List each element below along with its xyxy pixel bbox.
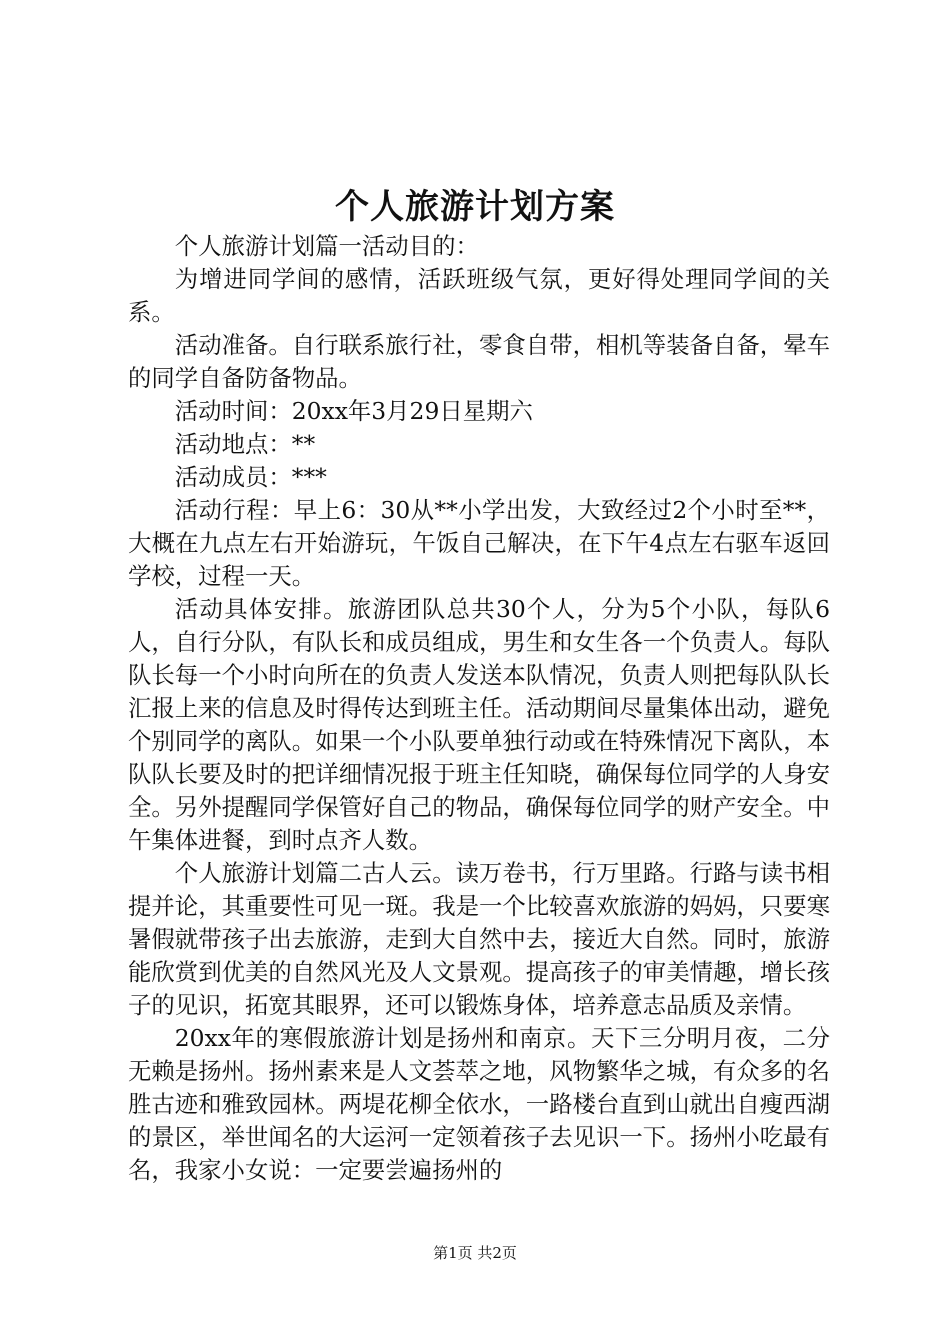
paragraph: 20xx年的寒假旅游计划是扬州和南京。天下三分明月夜，二分无赖是扬州。扬州素来是人文荟萃之地，风物繁华之城，有众多的名胜古迹和雅致园林。两堤花柳全依水，一路楼台直到山就出自瘦西湖的景区，举世闻名的大运河一定领着孩子去见识一下。扬州小吃最有名，我家小女说：一定要尝遍扬州的 xyxy=(128,1024,830,1184)
document-body xyxy=(128,230,830,1187)
paragraph: 活动时间：20xx年3月29日星期六 xyxy=(174,397,533,425)
paragraph: 活动行程：早上6：30从**小学出发，大致经过2个小时至**，大概在九点左右开始游玩，午饭自己解决，在下午4点左右驱车返回学校，过程一天。 xyxy=(128,496,830,590)
paragraph: 活动准备。自行联系旅行社，零食自带，相机等装备自备，晕车的同学自备防备物品。 xyxy=(128,331,830,392)
paragraph: 个人旅游计划篇二古人云。读万卷书，行万里路。行路与读书相提并论，其重要性可见一斑。我是一个比较喜欢旅游的妈妈，只要寒暑假就带孩子出去旅游，走到大自然中去，接近大自然。同时，旅游能欣赏到优美的自然风光及人文景观。提高孩子的审美情趣，增长孩子的见识，拓宽其眼界，还可以锻炼身体，培养意志品质及亲情。 xyxy=(128,859,830,1019)
page-footer: 第1页 共2页 xyxy=(433,1244,517,1262)
document-title: 个人旅游计划方案 xyxy=(335,187,615,227)
paragraph: 为增进同学间的感情，活跃班级气氛，更好得处理同学间的关系。 xyxy=(128,265,830,326)
paragraph: 活动成员：*** xyxy=(174,463,327,491)
paragraph: 个人旅游计划篇一活动目的： xyxy=(174,232,479,260)
paragraph: 活动具体安排。旅游团队总共30个人，分为5个小队，每队6人，自行分队，有队长和成员组成，男生和女生各一个负责人。每队队长每一个小时向所在的负责人发送本队情况，负责人则把每队队长汇报上来的信息及时得传达到班主任。活动期间尽量集体出动，避免个别同学的离队。如果一个小队要单独行动或在特殊情况下离队，本队队长要及时的把详细情况报于班主任知晓，确保每位同学的人身安全。另外提醒同学保管好自己的物品，确保每位同学的财产安全。中午集体进餐，到时点齐人数。 xyxy=(128,595,830,854)
paragraph: 活动地点：** xyxy=(174,430,316,458)
